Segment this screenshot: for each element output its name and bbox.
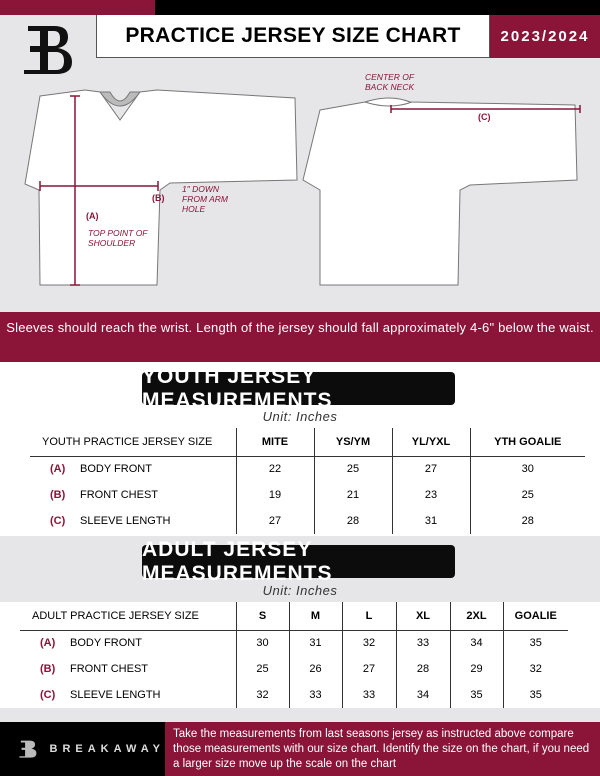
season-badge: 2023/2024 xyxy=(490,15,600,58)
column-header: YS/YM xyxy=(314,428,392,456)
cell: 35 xyxy=(450,682,503,708)
brand-name: BREAKAWAY xyxy=(49,743,165,755)
row-label: FRONT CHEST xyxy=(70,663,149,675)
table-row xyxy=(20,630,568,656)
cell: 25 xyxy=(314,456,392,482)
cell: 33 xyxy=(396,630,450,656)
row-label: FRONT CHEST xyxy=(80,489,159,501)
breakaway-logo xyxy=(20,22,75,77)
center-back-neck-note: CENTER OF BACK NECK xyxy=(365,72,415,92)
column-header: XL xyxy=(396,602,450,630)
adult-table xyxy=(20,602,568,708)
column-header: ADULT PRACTICE JERSEY SIZE xyxy=(20,602,236,630)
row-code: (B) xyxy=(50,489,66,501)
top-accent-bar xyxy=(0,0,155,15)
page-title: PRACTICE JERSEY SIZE CHART xyxy=(96,15,490,58)
table-row xyxy=(30,482,585,508)
column-header: GOALIE xyxy=(503,602,568,630)
cell: 35 xyxy=(529,689,542,701)
front-jersey xyxy=(25,90,297,285)
table-row xyxy=(30,508,585,534)
shoulder-note: TOP POINT OF SHOULDER xyxy=(88,228,148,248)
table-header-row xyxy=(30,428,585,456)
table-row xyxy=(20,656,568,682)
row-label: SLEEVE LENGTH xyxy=(80,515,171,527)
row-code: (C) xyxy=(40,689,56,701)
cell: 28 xyxy=(521,515,534,527)
cell: 27 xyxy=(236,508,314,534)
table-row xyxy=(30,456,585,482)
row-code: (A) xyxy=(50,463,66,476)
column-header: L xyxy=(342,602,396,630)
cell: 27 xyxy=(392,456,470,482)
youth-table xyxy=(30,428,585,534)
footer-instructions: Take the measurements from last seasons jersey as instructed above compare those measurements with our size chart. Identify the size on the chart, if you need a larger size move up the scale on the chart xyxy=(165,722,600,776)
cell: 30 xyxy=(521,463,534,476)
column-header: YTH GOALIE xyxy=(470,428,585,456)
cell: 31 xyxy=(392,508,470,534)
back-jersey xyxy=(303,98,577,285)
label-a: (A) xyxy=(86,211,99,221)
jersey-diagram xyxy=(0,80,600,300)
cell: 23 xyxy=(392,482,470,508)
cell: 27 xyxy=(342,656,396,682)
row-label: SLEEVE LENGTH xyxy=(70,689,161,701)
cell: 28 xyxy=(314,508,392,534)
top-black-bar xyxy=(155,0,600,15)
adult-banner: ADULT JERSEY MEASUREMENTS xyxy=(142,545,455,578)
row-code: (C) xyxy=(50,515,66,527)
bottom-spacer xyxy=(0,708,600,722)
cell: 34 xyxy=(450,630,503,656)
cell: 35 xyxy=(529,637,542,650)
table-header-row xyxy=(20,602,568,630)
cell: 32 xyxy=(236,682,289,708)
cell: 22 xyxy=(236,456,314,482)
instructions-band: Sleeves should reach the wrist. Length of the jersey should fall approximately 4-6" below the waist. xyxy=(0,312,600,362)
adult-unit: Unit: Inches xyxy=(262,583,338,598)
cell: 25 xyxy=(236,656,289,682)
row-label: BODY FRONT xyxy=(80,463,152,476)
cell: 29 xyxy=(450,656,503,682)
cell: 33 xyxy=(289,682,342,708)
label-b: (B) xyxy=(152,193,165,203)
column-header: 2XL xyxy=(450,602,503,630)
cell: 30 xyxy=(236,630,289,656)
cell: 33 xyxy=(342,682,396,708)
column-header: MITE xyxy=(236,428,314,456)
cell: 28 xyxy=(396,656,450,682)
footer-brand xyxy=(0,722,165,776)
row-code: (A) xyxy=(40,637,56,650)
cell: 32 xyxy=(529,663,542,675)
label-c: (C) xyxy=(478,112,491,122)
column-header: YL/YXL xyxy=(392,428,470,456)
cell: 34 xyxy=(396,682,450,708)
cell: 31 xyxy=(289,630,342,656)
cell: 19 xyxy=(236,482,314,508)
breakaway-logo-small xyxy=(18,738,38,760)
arm-hole-note: 1" DOWN FROM ARM HOLE xyxy=(182,184,228,214)
table-row xyxy=(20,682,568,708)
column-header: YOUTH PRACTICE JERSEY SIZE xyxy=(30,428,236,456)
row-code: (B) xyxy=(40,663,56,675)
youth-unit: Unit: Inches xyxy=(262,409,338,424)
cell: 21 xyxy=(314,482,392,508)
row-label: BODY FRONT xyxy=(70,637,142,650)
column-header: M xyxy=(289,602,342,630)
cell: 32 xyxy=(342,630,396,656)
column-header: S xyxy=(236,602,289,630)
youth-banner: YOUTH JERSEY MEASUREMENTS xyxy=(142,372,455,405)
cell: 26 xyxy=(289,656,342,682)
cell: 25 xyxy=(521,489,534,501)
